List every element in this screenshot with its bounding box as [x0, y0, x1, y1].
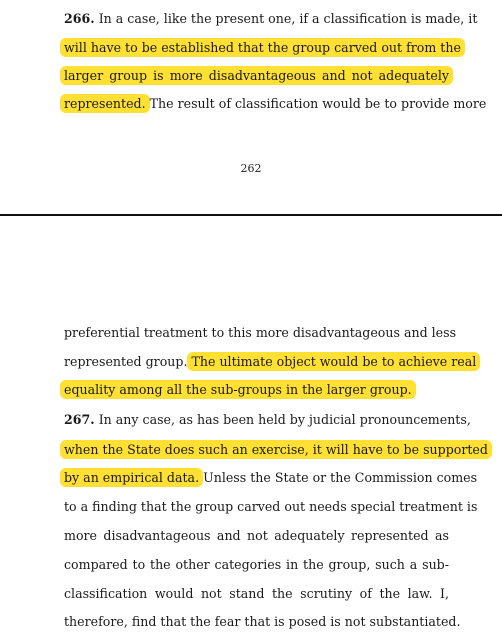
highlighted-text: larger group is more disadvantageous and not adequately: [60, 66, 453, 85]
continuation-line-2: [64, 354, 477, 370]
highlighted-text: represented.: [60, 94, 150, 113]
paragraph-267-line-4: [64, 499, 478, 515]
text-segment: preferential treatment to this more disadvantageous and less: [64, 325, 457, 340]
paragraph-number-266: 266.: [64, 11, 95, 26]
text-segment: more disadvantageous and not adequately represented as: [64, 528, 449, 543]
paragraph-266-line-4: [64, 96, 487, 112]
text-segment: Unless the State or the Commission comes: [203, 470, 478, 485]
page-break-divider: [0, 214, 502, 216]
paragraph-267-line-2: [64, 442, 488, 458]
highlighted-text: will have to be established that the group carved out from the: [60, 38, 465, 57]
continuation-line-3: [64, 382, 449, 398]
text-segment: In any case, as has been held by judicial pronouncements,: [98, 412, 471, 427]
continuation-line-1: [64, 325, 457, 341]
highlighted-text: The ultimate object would be to achieve real: [187, 352, 480, 371]
highlighted-text: by an empirical data.: [60, 468, 203, 487]
text-segment: to a finding that the group carved out needs special treatment is: [64, 499, 478, 514]
paragraph-number-267: 267.: [64, 412, 95, 427]
paragraph-267-line-6: [64, 557, 449, 573]
text-segment: The result of classification would be to provide more: [149, 96, 487, 111]
text-segment: compared to the other categories in the group, such a sub-: [64, 557, 449, 572]
paragraph-267-line-8: [64, 614, 461, 630]
highlighted-text: when the State does such an exercise, it will have to be supported: [60, 440, 492, 459]
paragraph-266-line-3: [64, 68, 449, 84]
text-segment: represented group.: [64, 354, 188, 369]
paragraph-267-line-1: [64, 412, 471, 428]
highlighted-text: equality among all the sub-groups in the larger group.: [60, 380, 416, 399]
text-segment: In a case, like the present one, if a classification is made, it: [98, 11, 478, 26]
paragraph-266-line-2: [64, 40, 461, 56]
paragraph-267-line-3: [64, 470, 478, 486]
paragraph-266-line-1: [64, 11, 478, 27]
page-number: 262: [240, 162, 262, 175]
paragraph-267-line-7: [64, 586, 449, 602]
paragraph-267-line-5: [64, 528, 449, 544]
text-segment: therefore, find that the fear that is posed is not substantiated.: [64, 614, 461, 629]
text-segment: classification would not stand the scrutiny of the law. I,: [64, 586, 449, 601]
